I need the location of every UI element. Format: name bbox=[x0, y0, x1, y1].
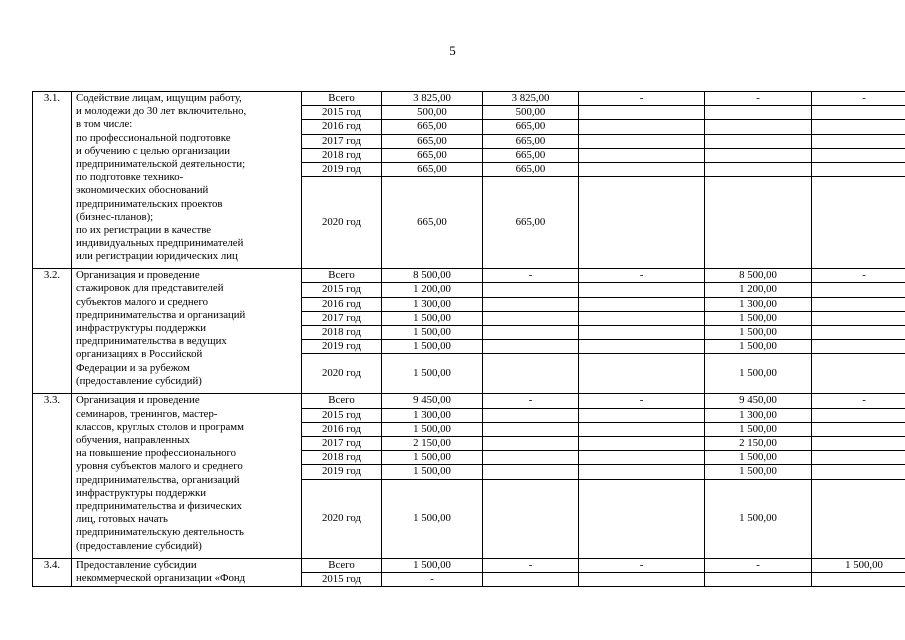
value-cell-5 bbox=[812, 437, 905, 451]
value-cell-4: 1 300,00 bbox=[705, 297, 812, 311]
value-cell-3 bbox=[579, 148, 705, 162]
value-cell-1: 665,00 bbox=[382, 120, 483, 134]
period-cell: 2020 год bbox=[302, 479, 382, 558]
period-cell: 2019 год bbox=[302, 340, 382, 354]
value-cell-1: 1 500,00 bbox=[382, 311, 483, 325]
item-description bbox=[72, 269, 302, 394]
value-cell-2 bbox=[483, 422, 579, 436]
value-cell-4: 1 500,00 bbox=[705, 451, 812, 465]
value-cell-3 bbox=[579, 451, 705, 465]
value-cell-1: 665,00 bbox=[382, 134, 483, 148]
value-cell-2 bbox=[483, 340, 579, 354]
description-line: обучения, направленных bbox=[76, 434, 190, 447]
item-number: 3.3. bbox=[33, 394, 72, 558]
value-cell-5: - bbox=[812, 394, 905, 408]
value-cell-1: 1 200,00 bbox=[382, 283, 483, 297]
value-cell-1: 8 500,00 bbox=[382, 269, 483, 283]
value-cell-3 bbox=[579, 134, 705, 148]
value-cell-5: - bbox=[812, 92, 905, 106]
value-cell-1: 1 500,00 bbox=[382, 422, 483, 436]
description-line: Федерации и за рубежом bbox=[76, 361, 190, 374]
period-cell: 2018 год bbox=[302, 148, 382, 162]
value-cell-1: 9 450,00 bbox=[382, 394, 483, 408]
table-row bbox=[33, 558, 905, 572]
value-cell-1: 665,00 bbox=[382, 163, 483, 177]
value-cell-3 bbox=[579, 437, 705, 451]
value-cell-4: 1 500,00 bbox=[705, 326, 812, 340]
value-cell-4: 1 500,00 bbox=[705, 354, 812, 394]
description-line: индивидуальных предпринимателей bbox=[76, 237, 244, 250]
description-line: (предоставление субсидий) bbox=[76, 539, 202, 552]
value-cell-4 bbox=[705, 134, 812, 148]
value-cell-1: - bbox=[382, 572, 483, 586]
description-line: предпринимательскую деятельность bbox=[76, 526, 244, 539]
value-cell-3: - bbox=[579, 558, 705, 572]
item-description bbox=[72, 558, 302, 586]
value-cell-4: - bbox=[705, 558, 812, 572]
value-cell-4: 1 500,00 bbox=[705, 340, 812, 354]
value-cell-5 bbox=[812, 148, 905, 162]
value-cell-4: 9 450,00 bbox=[705, 394, 812, 408]
description-line: предпринимательства и организаций bbox=[76, 308, 246, 321]
value-cell-2 bbox=[483, 311, 579, 325]
value-cell-5 bbox=[812, 479, 905, 558]
value-cell-3: - bbox=[579, 92, 705, 106]
value-cell-1: 2 150,00 bbox=[382, 437, 483, 451]
value-cell-3 bbox=[579, 326, 705, 340]
period-cell: 2015 год bbox=[302, 106, 382, 120]
value-cell-5 bbox=[812, 297, 905, 311]
description-line: инфраструктуры поддержки bbox=[76, 486, 206, 499]
value-cell-4: 8 500,00 bbox=[705, 269, 812, 283]
description-line: субъектов малого и среднего bbox=[76, 295, 209, 308]
value-cell-5 bbox=[812, 422, 905, 436]
description-line: лиц, готовых начать bbox=[76, 513, 168, 526]
value-cell-1: 3 825,00 bbox=[382, 92, 483, 106]
value-cell-5 bbox=[812, 283, 905, 297]
period-cell: Всего bbox=[302, 269, 382, 283]
period-cell: 2015 год bbox=[302, 572, 382, 586]
period-cell: 2020 год bbox=[302, 354, 382, 394]
period-cell: 2016 год bbox=[302, 120, 382, 134]
description-line: уровня субъектов малого и среднего bbox=[76, 460, 243, 473]
period-cell: 2019 год bbox=[302, 163, 382, 177]
value-cell-1: 1 500,00 bbox=[382, 451, 483, 465]
value-cell-3: - bbox=[579, 394, 705, 408]
item-number: 3.4. bbox=[33, 558, 72, 586]
value-cell-4 bbox=[705, 177, 812, 269]
value-cell-4: 1 500,00 bbox=[705, 311, 812, 325]
value-cell-2: 665,00 bbox=[483, 163, 579, 177]
value-cell-3 bbox=[579, 283, 705, 297]
value-cell-3 bbox=[579, 354, 705, 394]
value-cell-4 bbox=[705, 106, 812, 120]
period-cell: 2016 год bbox=[302, 422, 382, 436]
page-number: 5 bbox=[449, 43, 456, 58]
value-cell-5 bbox=[812, 120, 905, 134]
description-line: Организация и проведение bbox=[76, 269, 200, 282]
value-cell-2 bbox=[483, 437, 579, 451]
value-cell-4: 1 500,00 bbox=[705, 422, 812, 436]
value-cell-4 bbox=[705, 148, 812, 162]
description-line: Организация и проведение bbox=[76, 394, 200, 407]
description-line: предпринимательства и физических bbox=[76, 500, 242, 513]
value-cell-1: 1 500,00 bbox=[382, 326, 483, 340]
value-cell-2: 665,00 bbox=[483, 148, 579, 162]
value-cell-2 bbox=[483, 572, 579, 586]
period-cell: 2017 год bbox=[302, 134, 382, 148]
description-line: по профессиональной подготовке bbox=[76, 131, 231, 144]
value-cell-5 bbox=[812, 340, 905, 354]
period-cell: Всего bbox=[302, 92, 382, 106]
value-cell-3 bbox=[579, 465, 705, 479]
description-line: некоммерческой организации «Фонд bbox=[76, 571, 246, 584]
description-line: на повышение профессионального bbox=[76, 447, 237, 460]
value-cell-4 bbox=[705, 572, 812, 586]
description-line: и молодежи до 30 лет включительно, bbox=[76, 105, 247, 118]
period-cell: 2017 год bbox=[302, 437, 382, 451]
value-cell-2: - bbox=[483, 558, 579, 572]
value-cell-3 bbox=[579, 163, 705, 177]
description-line: в том числе: bbox=[76, 118, 133, 131]
value-cell-3 bbox=[579, 106, 705, 120]
value-cell-5 bbox=[812, 451, 905, 465]
value-cell-4 bbox=[705, 163, 812, 177]
value-cell-5 bbox=[812, 106, 905, 120]
value-cell-3 bbox=[579, 572, 705, 586]
value-cell-2: 500,00 bbox=[483, 106, 579, 120]
value-cell-5: - bbox=[812, 269, 905, 283]
description-line: и обучению с целью организации bbox=[76, 144, 231, 157]
value-cell-3 bbox=[579, 297, 705, 311]
period-cell: 2016 год bbox=[302, 297, 382, 311]
value-cell-3 bbox=[579, 177, 705, 269]
value-cell-5 bbox=[812, 134, 905, 148]
value-cell-5 bbox=[812, 177, 905, 269]
value-cell-4: 1 200,00 bbox=[705, 283, 812, 297]
period-cell: Всего bbox=[302, 558, 382, 572]
value-cell-2: 665,00 bbox=[483, 134, 579, 148]
item-description bbox=[72, 394, 302, 558]
value-cell-3 bbox=[579, 340, 705, 354]
period-cell: Всего bbox=[302, 394, 382, 408]
value-cell-3 bbox=[579, 422, 705, 436]
item-description bbox=[72, 92, 302, 269]
value-cell-5 bbox=[812, 326, 905, 340]
value-cell-3 bbox=[579, 120, 705, 134]
description-line: стажировок для представителей bbox=[76, 282, 224, 295]
period-cell: 2018 год bbox=[302, 451, 382, 465]
table-row bbox=[33, 394, 905, 408]
value-cell-5 bbox=[812, 572, 905, 586]
value-cell-2 bbox=[483, 283, 579, 297]
period-cell: 2019 год bbox=[302, 465, 382, 479]
period-cell: 2015 год bbox=[302, 408, 382, 422]
value-cell-2: - bbox=[483, 269, 579, 283]
value-cell-5 bbox=[812, 163, 905, 177]
description-line: предпринимательской деятельности; bbox=[76, 158, 246, 171]
value-cell-1: 665,00 bbox=[382, 148, 483, 162]
value-cell-3: - bbox=[579, 269, 705, 283]
value-cell-3 bbox=[579, 408, 705, 422]
description-line: экономических обоснований bbox=[76, 184, 209, 197]
budget-table bbox=[32, 91, 905, 587]
value-cell-1: 1 500,00 bbox=[382, 479, 483, 558]
value-cell-2 bbox=[483, 479, 579, 558]
value-cell-4 bbox=[705, 120, 812, 134]
period-cell: 2017 год bbox=[302, 311, 382, 325]
value-cell-5 bbox=[812, 408, 905, 422]
value-cell-4: - bbox=[705, 92, 812, 106]
description-line: инфраструктуры поддержки bbox=[76, 322, 206, 335]
value-cell-2: 665,00 bbox=[483, 120, 579, 134]
description-line: (бизнес-планов); bbox=[76, 210, 154, 223]
value-cell-1: 1 300,00 bbox=[382, 297, 483, 311]
description-line: классов, круглых столов и программ bbox=[76, 420, 244, 433]
value-cell-5 bbox=[812, 311, 905, 325]
description-line: предпринимательских проектов bbox=[76, 197, 223, 210]
value-cell-1: 1 500,00 bbox=[382, 354, 483, 394]
value-cell-2: - bbox=[483, 394, 579, 408]
value-cell-2 bbox=[483, 326, 579, 340]
description-line: семинаров, тренингов, мастер- bbox=[76, 407, 218, 420]
value-cell-1: 1 500,00 bbox=[382, 340, 483, 354]
value-cell-1: 1 300,00 bbox=[382, 408, 483, 422]
value-cell-2 bbox=[483, 297, 579, 311]
item-number: 3.2. bbox=[33, 269, 72, 394]
period-cell: 2015 год bbox=[302, 283, 382, 297]
value-cell-4: 1 500,00 bbox=[705, 465, 812, 479]
value-cell-4: 2 150,00 bbox=[705, 437, 812, 451]
value-cell-5: 1 500,00 bbox=[812, 558, 905, 572]
description-line: по их регистрации в качестве bbox=[76, 224, 212, 237]
description-line: предпринимательства в ведущих bbox=[76, 335, 227, 348]
period-cell: 2018 год bbox=[302, 326, 382, 340]
value-cell-1: 1 500,00 bbox=[382, 465, 483, 479]
table-row bbox=[33, 92, 905, 106]
value-cell-2 bbox=[483, 451, 579, 465]
description-line: Предоставление субсидии bbox=[76, 558, 197, 571]
description-line: по подготовке технико- bbox=[76, 171, 184, 184]
item-number: 3.1. bbox=[33, 92, 72, 269]
table-row bbox=[33, 269, 905, 283]
value-cell-5 bbox=[812, 465, 905, 479]
value-cell-3 bbox=[579, 479, 705, 558]
value-cell-2: 665,00 bbox=[483, 177, 579, 269]
description-line: предпринимательства, организаций bbox=[76, 473, 240, 486]
description-line: Содействие лицам, ищущим работу, bbox=[76, 92, 242, 104]
value-cell-4: 1 500,00 bbox=[705, 479, 812, 558]
value-cell-4: 1 300,00 bbox=[705, 408, 812, 422]
value-cell-1: 665,00 bbox=[382, 177, 483, 269]
description-line: (предоставление субсидий) bbox=[76, 374, 202, 387]
value-cell-2 bbox=[483, 465, 579, 479]
value-cell-2: 3 825,00 bbox=[483, 92, 579, 106]
value-cell-3 bbox=[579, 311, 705, 325]
value-cell-5 bbox=[812, 354, 905, 394]
value-cell-2 bbox=[483, 354, 579, 394]
period-cell: 2020 год bbox=[302, 177, 382, 269]
value-cell-2 bbox=[483, 408, 579, 422]
description-line: организациях в Российской bbox=[76, 348, 203, 361]
value-cell-1: 500,00 bbox=[382, 106, 483, 120]
description-line: или регистрации юридических лиц bbox=[76, 250, 238, 263]
value-cell-1: 1 500,00 bbox=[382, 558, 483, 572]
